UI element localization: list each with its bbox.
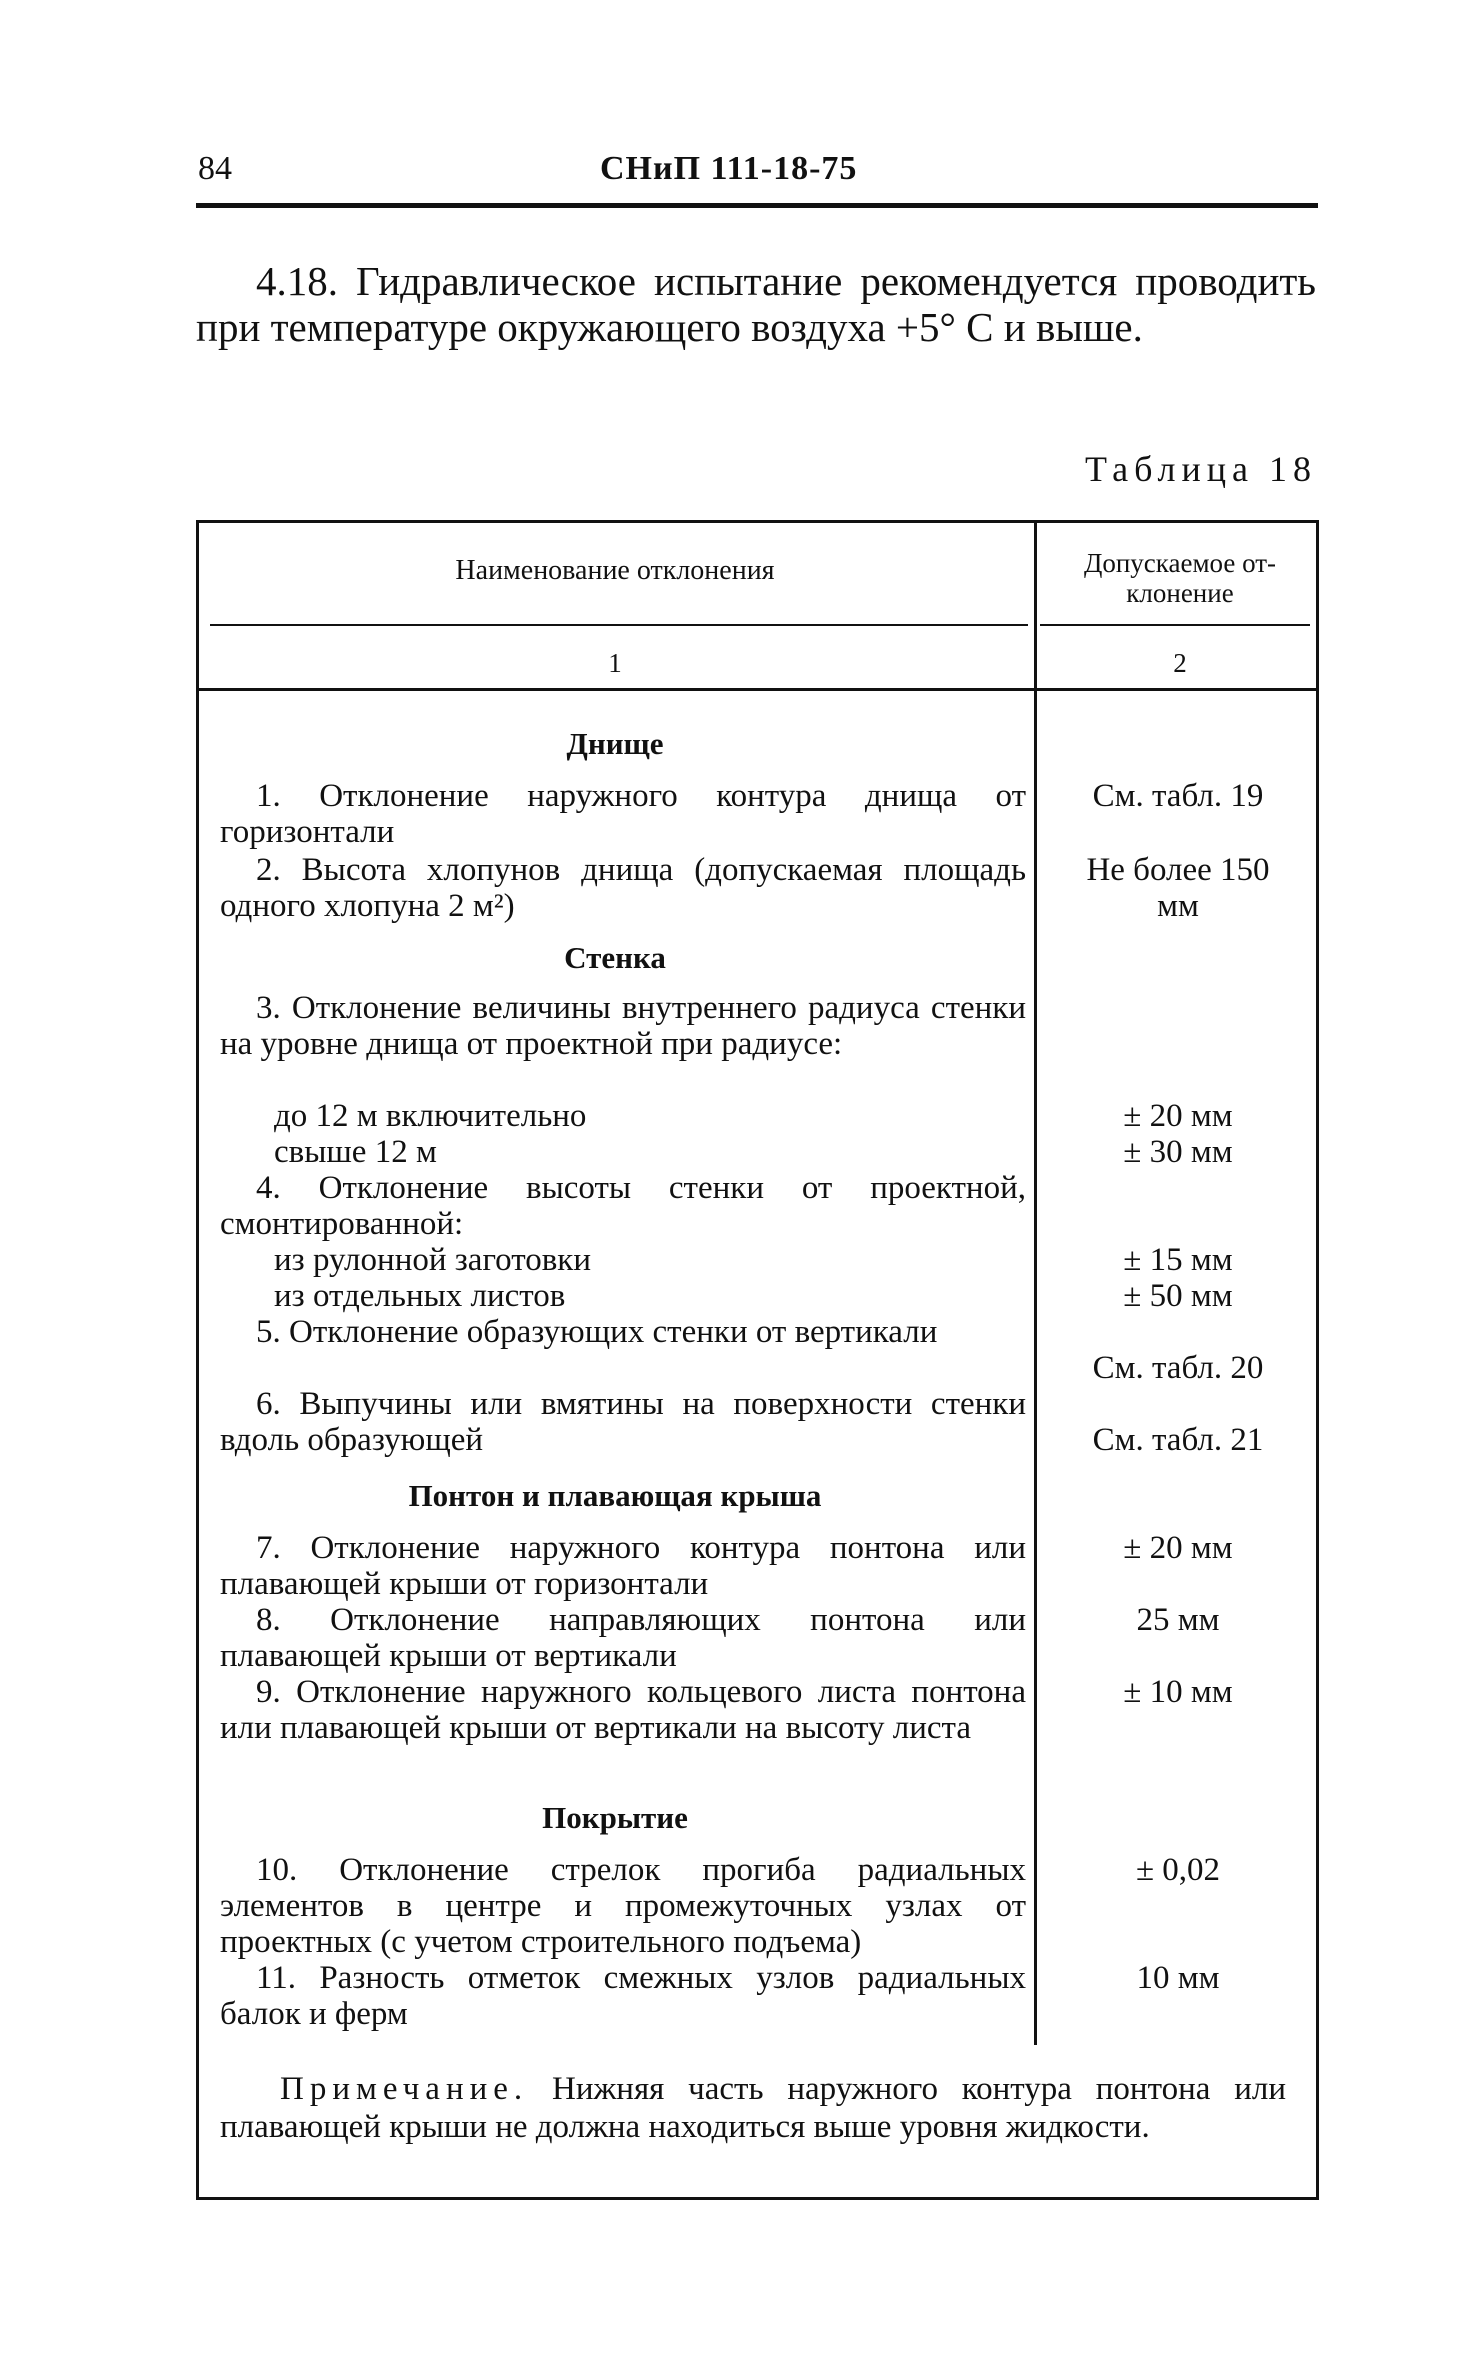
row-1-value: См. табл. 19 xyxy=(1092,778,1264,814)
row-11-value: 10 мм xyxy=(1136,1960,1220,1996)
row-10-value: ± 0,02 xyxy=(1135,1852,1221,1888)
row-6-value: См. табл. 21 xyxy=(1092,1422,1264,1458)
row-3-text: 3. Отклонение величины внутреннего радиуса стенки на уровне днища от проектной при радиусе: xyxy=(220,990,1026,1062)
row-2-value: Не более 150 мм xyxy=(1086,852,1270,924)
row-3b-text: свыше 12 м xyxy=(274,1134,437,1170)
section-roof: Покрытие xyxy=(542,1800,688,1835)
row-1-text: 1. Отклонение наружного контура днища от горизонтали xyxy=(220,778,1026,850)
paragraph-text: Гидравлическое испытание рекомендуется проводить при температуре окружающего воздуха +5° С и выше. xyxy=(196,258,1317,350)
row-2-text: 2. Высота хлопунов днища (допускаемая площадь одного хлопуна 2 м²) xyxy=(220,852,1026,924)
header-rule xyxy=(196,203,1318,208)
row-4-text: 4. Отклонение высоты стенки от проектной, смонтированной: xyxy=(220,1170,1026,1242)
row-3a-value: ± 20 мм xyxy=(1123,1098,1233,1134)
paragraph-number: 4.18. xyxy=(256,258,338,304)
row-8-value: 25 мм xyxy=(1136,1602,1220,1638)
row-11-text: 11. Разность отметок смежных узлов радиальных балок и ферм xyxy=(220,1960,1026,2032)
document-code: СНиП 111-18-75 xyxy=(600,150,858,187)
row-7-value: ± 20 мм xyxy=(1123,1530,1233,1566)
note-text: Нижняя часть наружного контура понтона или плавающей крыши не должна находиться выше уровня жидкости. xyxy=(220,2071,1287,2145)
row-7-text: 7. Отклонение наружного контура понтона или плавающей крыши от горизонтали xyxy=(220,1530,1026,1602)
page-number: 84 xyxy=(198,150,232,187)
row-9-value: ± 10 мм xyxy=(1123,1674,1233,1710)
column-number-2: 2 xyxy=(1173,648,1187,678)
section-pontoon: Понтон и плавающая крыша xyxy=(408,1478,822,1513)
table-caption: Таблица 18 xyxy=(1085,449,1317,489)
table-bottom-rule xyxy=(196,2197,1319,2200)
table-top-rule xyxy=(196,520,1319,523)
row-4b-text: из отдельных листов xyxy=(274,1278,566,1314)
table-note xyxy=(220,2070,1286,2146)
numbers-rule xyxy=(199,688,1316,691)
paragraph-4-18 xyxy=(196,258,1316,350)
row-8-text: 8. Отклонение направляющих понтона или плавающей крыши от вертикали xyxy=(220,1602,1026,1674)
row-10-text: 10. Отклонение стрелок прогиба радиальных элементов в центре и промежуточных узлах от проектных (с учетом строительного подъема) xyxy=(220,1852,1026,1960)
row-5-value: См. табл. 20 xyxy=(1092,1350,1264,1386)
row-4b-value: ± 50 мм xyxy=(1123,1278,1233,1314)
column-number-1: 1 xyxy=(608,648,622,678)
row-3a-text: до 12 м включительно xyxy=(274,1098,587,1134)
table-left-border xyxy=(196,520,199,2200)
column-header-name: Наименование отклонения xyxy=(455,555,775,586)
row-5-text: 5. Отклонение образующих стенки от вертикали xyxy=(256,1314,938,1350)
row-3b-value: ± 30 мм xyxy=(1123,1134,1233,1170)
row-6-text: 6. Выпучины или вмятины на поверхности стенки вдоль образующей xyxy=(220,1386,1026,1458)
header-rule-col1 xyxy=(210,624,1028,626)
header-rule-col2 xyxy=(1040,624,1310,626)
row-4a-value: ± 15 мм xyxy=(1123,1242,1233,1278)
section-bottom: Днище xyxy=(566,726,664,761)
section-wall: Стенка xyxy=(564,940,666,975)
row-4a-text: из рулонной заготовки xyxy=(274,1242,591,1278)
column-header-tolerance: Допускаемое от-клонение xyxy=(1083,548,1277,608)
note-label: Примечание. xyxy=(280,2071,529,2107)
row-9-text: 9. Отклонение наружного кольцевого листа понтона или плавающей крыши от вертикали на высоту листа xyxy=(220,1674,1026,1746)
